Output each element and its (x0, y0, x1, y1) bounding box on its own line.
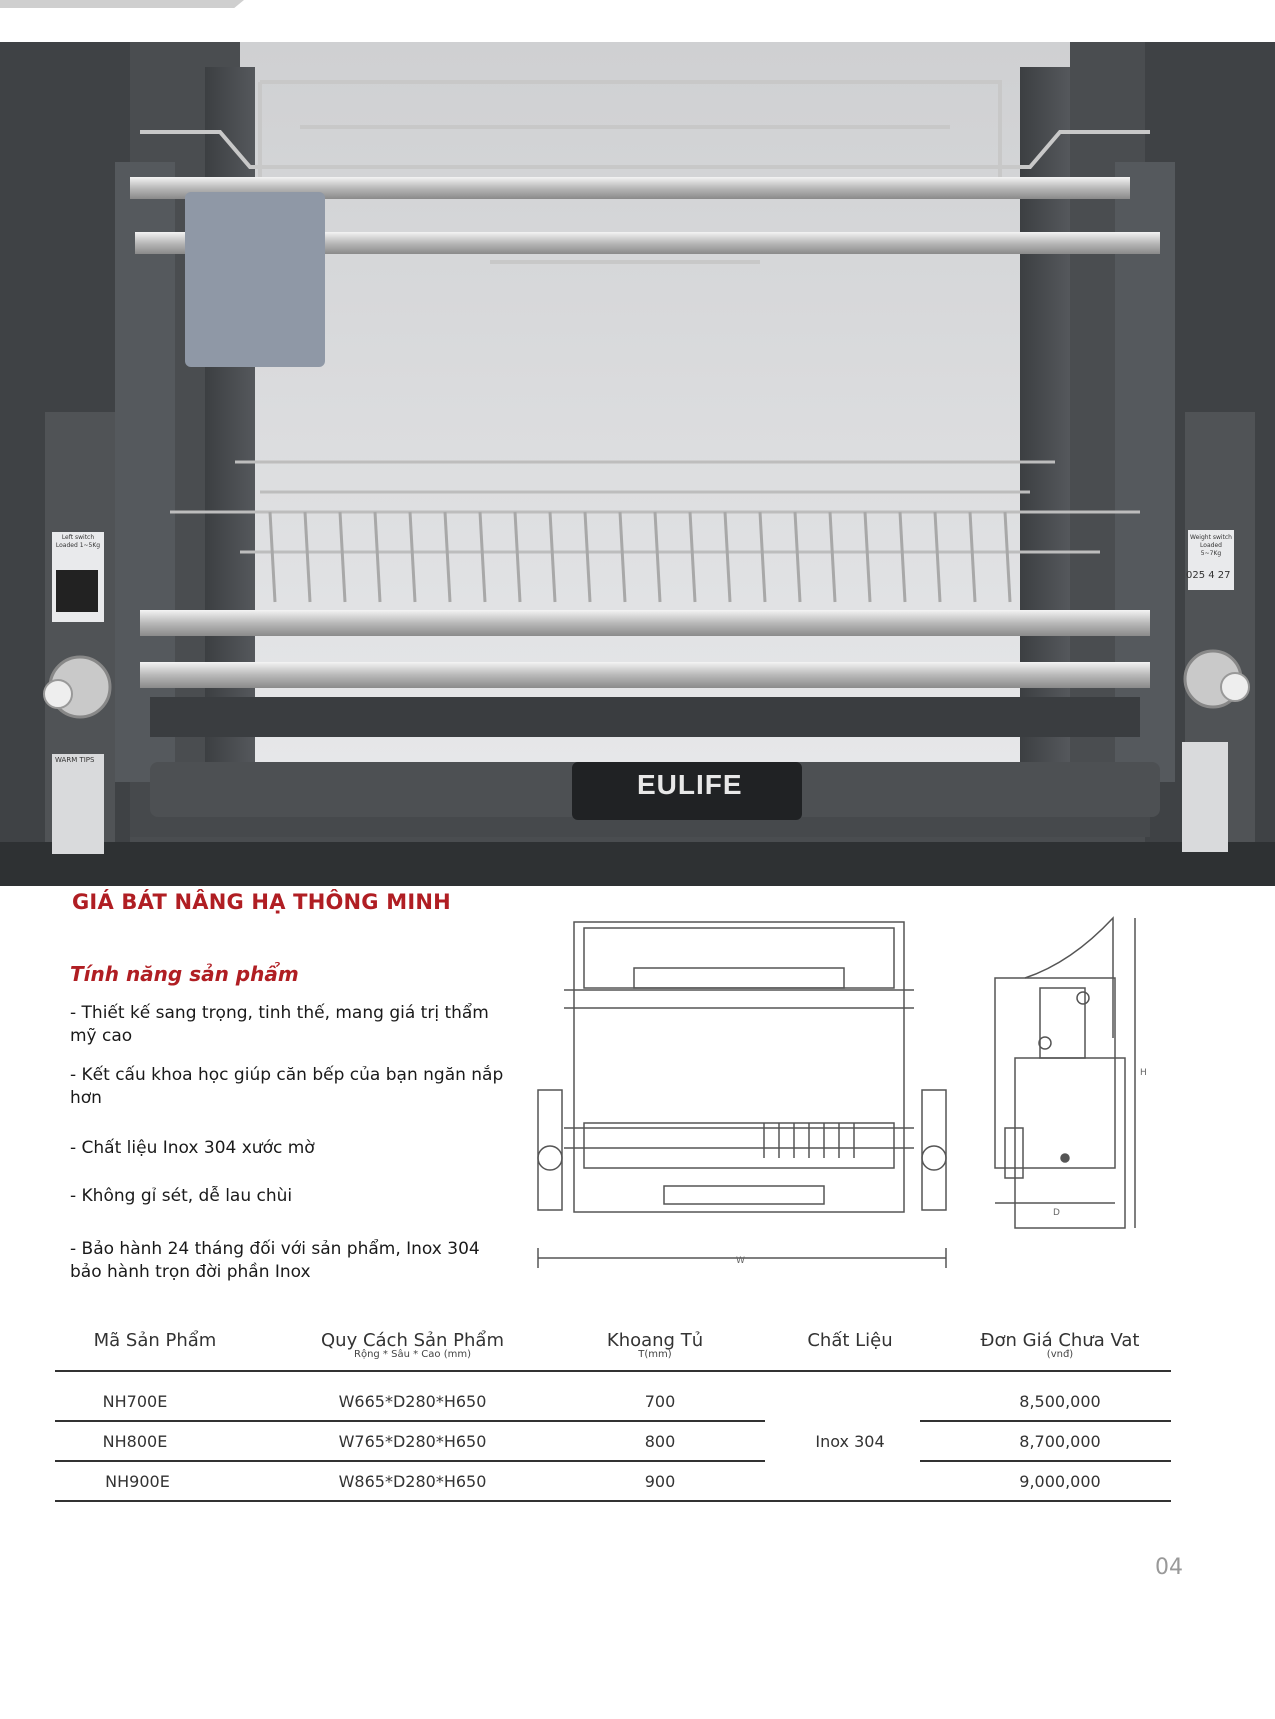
width-dimension-label: W (736, 1256, 745, 1266)
features-heading: Tính năng sản phẩm (70, 962, 299, 986)
table-divider (55, 1500, 1171, 1502)
depth-dimension-label: D (1053, 1208, 1060, 1218)
table-header (300, 1330, 525, 1360)
row-spec: W765*D280*H650 (338, 1432, 487, 1451)
side-view-drawing (985, 908, 1150, 1242)
table-header (580, 1330, 730, 1360)
top-tab-decoration (0, 0, 244, 8)
feature-item: - Bảo hành 24 tháng đối với sản phẩm, Inox 304 bảo hành trọn đời phần Inox (70, 1239, 480, 1282)
row-code: NH800E (102, 1432, 168, 1451)
feature-item: - Kết cấu khoa học giúp căn bếp của bạn ngăn nắp hơn (70, 1065, 504, 1108)
feature-item: - Không gỉ sét, dễ lau chùi (70, 1186, 293, 1206)
row-spec: W865*D280*H650 (338, 1472, 487, 1491)
row-cabinet: 800 (644, 1432, 676, 1451)
row-spec: W665*D280*H650 (338, 1392, 487, 1411)
date-stamp: 025 4 27 (1186, 570, 1231, 581)
row-price: 9,000,000 (1019, 1472, 1101, 1491)
row-material: Inox 304 (815, 1432, 885, 1451)
header-label: Quy Cách Sản Phẩm (321, 1330, 504, 1351)
table-divider (55, 1370, 1171, 1372)
table-header (55, 1330, 255, 1351)
header-sublabel: T(mm) (638, 1349, 672, 1360)
table-divider (55, 1420, 765, 1422)
header-sublabel: Rộng * Sâu * Cao (mm) (354, 1349, 471, 1360)
row-code: NH700E (102, 1392, 168, 1411)
row-price: 8,500,000 (1019, 1392, 1101, 1411)
front-view-drawing (534, 908, 954, 1292)
header-label: Chất Liệu (807, 1330, 893, 1351)
table-divider (920, 1420, 1171, 1422)
header-label: Mã Sản Phẩm (93, 1330, 217, 1351)
height-dimension-label: H (1140, 1068, 1147, 1078)
row-price: 8,700,000 (1019, 1432, 1101, 1451)
product-title: GIÁ BÁT NÂNG HẠ THÔNG MINH (72, 890, 451, 914)
row-cabinet: 700 (644, 1392, 676, 1411)
header-label: Đơn Giá Chưa Vat (980, 1330, 1140, 1351)
left-switch-label: Left switch Loaded 1~5Kg (55, 534, 101, 549)
feature-item: - Thiết kế sang trọng, tinh thế, mang giá trị thẩm mỹ cao (70, 1003, 489, 1046)
table-header (775, 1330, 925, 1351)
header-sublabel: (vnđ) (1046, 1349, 1074, 1360)
product-photo (0, 42, 1275, 886)
table-divider (55, 1460, 765, 1462)
row-cabinet: 900 (644, 1472, 676, 1491)
header-label: Khoang Tủ (606, 1330, 704, 1351)
table-divider (920, 1460, 1171, 1462)
feature-item: - Chất liệu Inox 304 xước mờ (70, 1138, 315, 1158)
page-number: 04 (1155, 1555, 1183, 1580)
warm-tips-label: WARM TIPS (55, 756, 95, 764)
brand-logo: EULIFE (637, 769, 743, 800)
right-switch-label: Weight switch Loaded 5~7Kg (1190, 534, 1232, 557)
row-code: NH900E (105, 1472, 170, 1491)
table-header (950, 1330, 1170, 1360)
